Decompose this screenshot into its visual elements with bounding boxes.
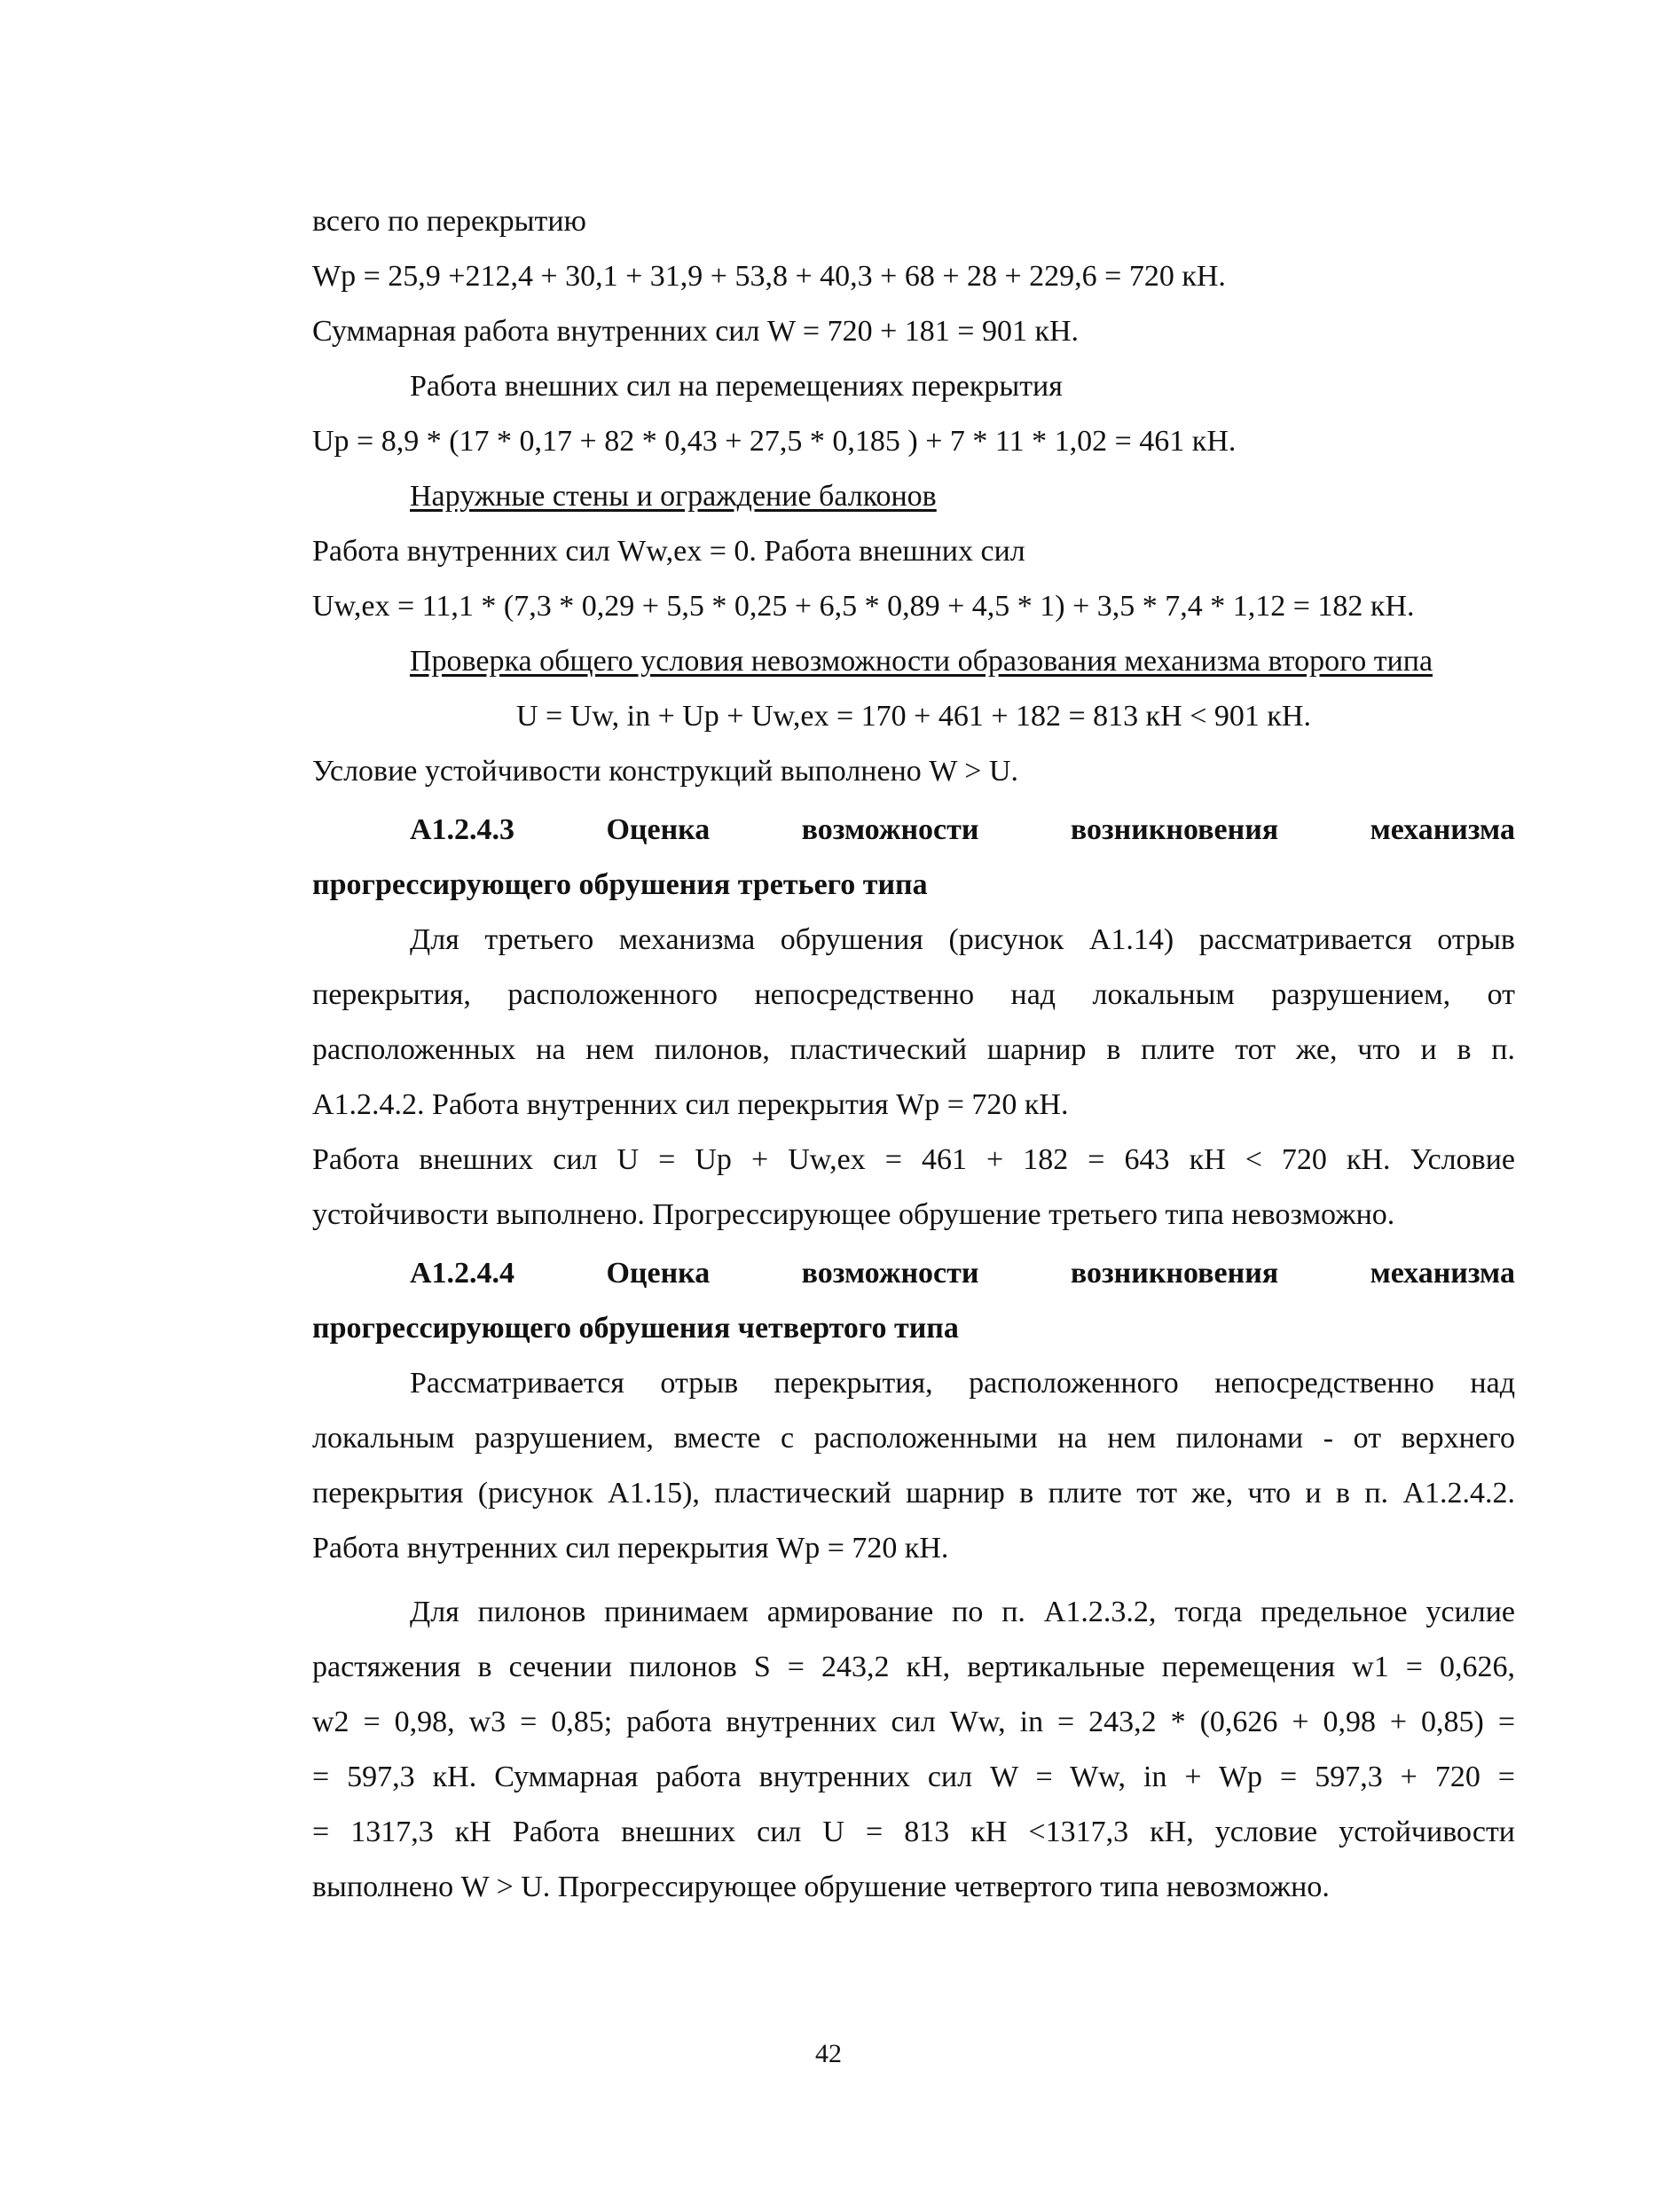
heading-word: А1.2.4.4 [410,1257,515,1290]
text-line: Работа внутренних сил Ww,ex = 0. Работа внешних сил [312,535,1025,568]
text-line: Условие устойчивости конструкций выполнено W > U. [312,755,1018,788]
formula-line: Wp = 25,9 +212,4 + 30,1 + 31,9 + 53,8 + 40,3 + 68 + 28 + 229,6 = 720 кН. [312,260,1226,293]
paragraph-line: локальным разрушением, вместе с расположенными на нем пилонами - от верхнего [312,1422,1515,1455]
section-heading-line: прогрессирующего обрушения четвертого типа [312,1312,959,1345]
heading-word: механизма [1370,813,1515,846]
paragraph-line: перекрытия, расположенного непосредственно над локальным разрушением, от [312,978,1515,1011]
paragraph-line: растяжения в сечении пилонов S = 243,2 кН, вертикальные перемещения w1 = 0,626, [312,1651,1515,1683]
paragraph-line: А1.2.4.2. Работа внутренних сил перекрытия Wp = 720 кН. [312,1088,1069,1121]
formula-line-centered: U = Uw, in + Up + Uw,ex = 170 + 461 + 182 = 813 кН < 901 кН. [516,700,1311,733]
heading-word: А1.2.4.3 [410,813,515,846]
paragraph-line: Для пилонов принимаем армирование по п. А1.2.3.2, тогда предельное усилие [410,1596,1515,1628]
heading-word: возможности [801,1257,979,1290]
paragraph-line: перекрытия (рисунок А1.15), пластический шарнир в плите тот же, что и в п. А1.2.4.2. [312,1477,1515,1510]
subheading-underlined: Проверка общего условия невозможности образования механизма второго типа [410,645,1433,678]
section-heading-3 [410,811,1515,850]
paragraph-line: Работа внешних сил U = Up + Uw,ex = 461 + 182 = 643 кН < 720 кН. Условие [312,1143,1515,1176]
paragraph-line: выполнено W > U. Прогрессирующее обрушение четвертого типа невозможно. [312,1871,1330,1903]
heading-word: возникновения [1070,813,1279,846]
text-line: всего по перекрытию [312,205,586,238]
section-heading-line: прогрессирующего обрушения третьего типа [312,868,928,901]
subheading-underlined: Наружные стены и ограждение балконов [410,480,937,513]
heading-word: возможности [801,813,979,846]
heading-word: возникновения [1070,1257,1279,1290]
paragraph-line: = 1317,3 кН Работа внешних сил U = 813 кН <1317,3 кН, условие устойчивости [312,1816,1515,1848]
paragraph-line: Работа внутренних сил перекрытия Wp = 720 кН. [312,1532,949,1565]
section-heading-4 [410,1254,1515,1293]
formula-line: Up = 8,9 * (17 * 0,17 + 82 * 0,43 + 27,5 * 0,185 ) + 7 * 11 * 1,02 = 461 кН. [312,425,1237,458]
paragraph-line: Рассматривается отрыв перекрытия, расположенного непосредственно над [410,1367,1515,1400]
heading-word: механизма [1370,1257,1515,1290]
paragraph-line: устойчивости выполнено. Прогрессирующее обрушение третьего типа невозможно. [312,1198,1395,1231]
paragraph-line: w2 = 0,98, w3 = 0,85; работа внутренних сил Ww, in = 243,2 * (0,626 + 0,98 + 0,85) = [312,1706,1515,1738]
page-number: 42 [815,2039,842,2068]
paragraph-line: расположенных на нем пилонов, пластический шарнир в плите тот же, что и в п. [312,1033,1515,1066]
heading-word: Оценка [606,813,711,846]
paragraph-line: = 597,3 кН. Суммарная работа внутренних сил W = Ww, in + Wp = 597,3 + 720 = [312,1761,1515,1793]
text-line: Работа внешних сил на перемещениях перекрытия [410,370,1063,403]
formula-line: Uw,ex = 11,1 * (7,3 * 0,29 + 5,5 * 0,25 + 6,5 * 0,89 + 4,5 * 1) + 3,5 * 7,4 * 1,12 = 182 кН. [312,590,1415,623]
paragraph-line: Для третьего механизма обрушения (рисунок А1.14) рассматривается отрыв [410,923,1515,956]
text-line: Суммарная работа внутренних сил W = 720 + 181 = 901 кН. [312,315,1080,348]
heading-word: Оценка [606,1257,711,1290]
